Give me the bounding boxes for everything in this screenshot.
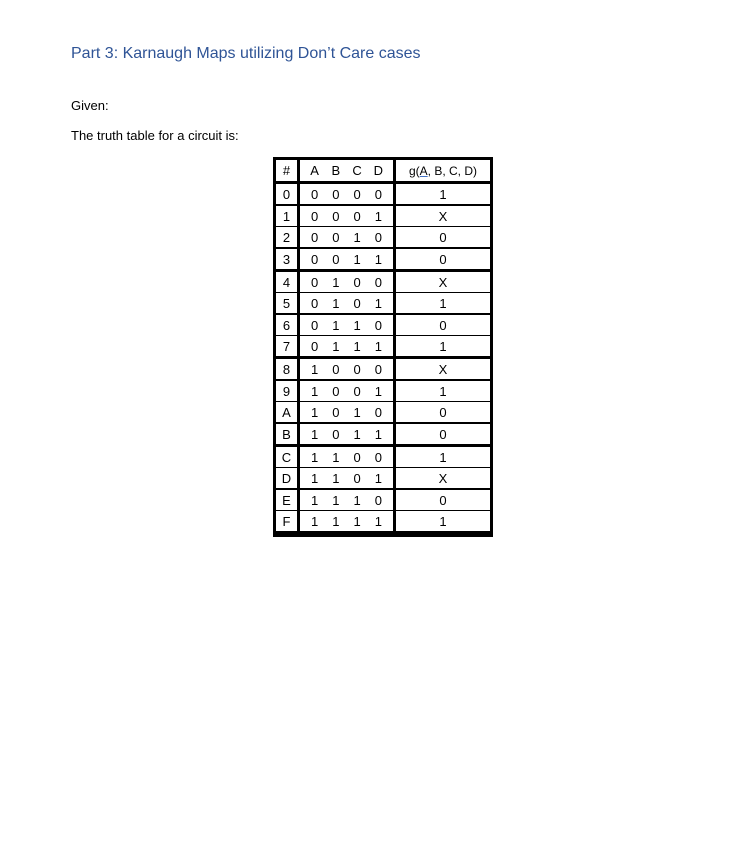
bit-c: 0 [353,186,361,202]
index-value: B [282,426,291,442]
output-cell [396,315,490,335]
var-a-header: A [310,163,319,178]
output-cell [396,381,490,401]
output-cell [396,272,490,292]
output-value: 1 [439,295,447,311]
inputs-cell [300,206,393,226]
bit-c: 1 [353,317,361,333]
output-header [396,160,490,181]
bit-d: 1 [374,470,382,486]
index-value: D [281,470,292,486]
index-cell [276,272,297,292]
inputs-cell [300,315,393,335]
output-value: X [438,274,448,290]
output-cell [396,293,490,313]
index-cell [276,402,297,422]
bit-d: 1 [374,295,382,311]
inputs-cell [300,381,393,401]
bit-b: 0 [332,404,340,420]
inputs-cell [300,336,393,356]
output-value: 0 [439,404,447,420]
bit-a: 0 [311,251,319,267]
output-cell [396,227,490,247]
bit-c: 0 [353,470,361,486]
bit-d: 0 [374,492,382,508]
index-cell [276,511,297,531]
index-value: C [281,449,292,465]
index-cell [276,468,297,488]
func-var: A [419,163,428,178]
bit-b: 1 [332,295,340,311]
output-cell [396,511,490,531]
bit-c: 1 [353,404,361,420]
bit-a: 1 [311,470,319,486]
output-cell [396,402,490,422]
index-cell [276,381,297,401]
truth-table [273,157,493,537]
output-cell [396,184,490,204]
bit-d: 1 [374,426,382,442]
bit-a: 1 [311,383,319,399]
var-c-header: C [352,163,362,178]
inputs-cell [300,184,393,204]
output-value: 1 [439,449,447,465]
bit-b: 0 [332,186,340,202]
index-value: E [282,492,291,508]
inputs-cell [300,424,393,444]
bit-d: 1 [374,338,382,354]
bit-a: 0 [311,338,319,354]
bit-a: 0 [311,186,319,202]
bit-b: 1 [332,317,340,333]
index-value: 3 [282,251,291,267]
index-value: 1 [282,208,291,224]
index-value: A [282,404,291,420]
inputs-cell [300,293,393,313]
bit-d: 0 [374,274,382,290]
inputs-cell [300,447,393,467]
output-cell [396,468,490,488]
output-value: X [438,361,448,377]
bit-c: 0 [353,295,361,311]
output-cell [396,206,490,226]
bit-c: 1 [353,229,361,245]
bit-c: 0 [353,449,361,465]
index-cell [276,293,297,313]
output-cell [396,336,490,356]
index-cell [276,227,297,247]
output-cell [396,359,490,379]
output-value: 0 [439,251,447,267]
bit-b: 1 [332,470,340,486]
inputs-cell [300,490,393,510]
bit-d: 1 [374,383,382,399]
var-d-header: D [373,163,384,178]
inputs-cell [300,249,393,269]
bit-d: 1 [374,251,382,267]
bit-b: 1 [332,274,340,290]
index-value: 5 [282,295,291,311]
index-value: F [282,513,291,529]
bit-d: 0 [374,317,382,333]
intro-text: The truth table for a circuit is: [71,128,239,143]
section-heading: Part 3: Karnaugh Maps utilizing Don’t Care cases [71,45,421,62]
output-cell [396,490,490,510]
inputs-cell [300,272,393,292]
bit-b: 0 [332,426,340,442]
output-value: 1 [439,383,447,399]
index-cell [276,336,297,356]
bit-d: 1 [374,513,382,529]
bit-a: 0 [311,317,319,333]
bit-c: 0 [353,383,361,399]
bit-c: 1 [353,251,361,267]
output-cell [396,249,490,269]
output-value: 0 [439,317,447,333]
output-value: 0 [439,426,447,442]
bit-b: 0 [332,383,340,399]
bit-c: 1 [353,338,361,354]
index-header-text: # [282,163,291,178]
output-value: X [438,208,448,224]
given-label: Given: [71,98,109,113]
output-cell [396,424,490,444]
bit-c: 1 [353,513,361,529]
bit-b: 1 [332,449,340,465]
bit-a: 1 [311,361,319,377]
output-value: X [438,470,448,486]
inputs-cell [300,402,393,422]
index-value: 4 [282,274,291,290]
inputs-header [300,160,393,181]
bit-a: 0 [311,208,319,224]
output-value: 1 [439,338,447,354]
output-header-label [396,164,490,178]
bit-d: 1 [374,208,382,224]
bit-d: 0 [374,229,382,245]
bit-b: 0 [332,229,340,245]
output-value: 1 [439,513,447,529]
bit-a: 1 [311,426,319,442]
bit-a: 1 [311,513,319,529]
index-cell [276,184,297,204]
bit-a: 0 [311,274,319,290]
index-value: 0 [282,186,291,202]
inputs-cell [300,359,393,379]
bit-c: 0 [353,208,361,224]
output-value: 0 [439,229,447,245]
bit-b: 1 [332,513,340,529]
output-value: 1 [439,186,447,202]
index-value: 9 [282,383,291,399]
inputs-cell [300,511,393,531]
bit-a: 1 [311,404,319,420]
index-header [276,160,297,181]
index-cell [276,447,297,467]
bit-d: 0 [374,404,382,420]
bit-a: 1 [311,492,319,508]
inputs-cell [300,227,393,247]
bit-d: 0 [374,449,382,465]
index-cell [276,424,297,444]
bit-c: 1 [353,426,361,442]
bit-b: 1 [332,492,340,508]
bit-a: 0 [311,295,319,311]
index-cell [276,490,297,510]
bit-c: 0 [353,274,361,290]
var-b-header: B [331,163,341,178]
index-cell [276,206,297,226]
index-value: 2 [282,229,291,245]
index-value: 6 [282,317,291,333]
bit-b: 0 [332,208,340,224]
bit-a: 1 [311,449,319,465]
bit-d: 0 [374,361,382,377]
bit-b: 0 [332,361,340,377]
bit-b: 0 [332,251,340,267]
bit-b: 1 [332,338,340,354]
bit-c: 1 [353,492,361,508]
index-cell [276,359,297,379]
bit-a: 0 [311,229,319,245]
index-value: 7 [282,338,291,354]
inputs-cell [300,468,393,488]
index-cell [276,315,297,335]
bit-d: 0 [374,186,382,202]
index-value: 8 [282,361,291,377]
bit-c: 0 [353,361,361,377]
output-value: 0 [439,492,447,508]
index-cell [276,249,297,269]
func-prefix: g( [408,163,420,178]
output-cell [396,447,490,467]
func-suffix: , B, C, D) [427,163,478,178]
